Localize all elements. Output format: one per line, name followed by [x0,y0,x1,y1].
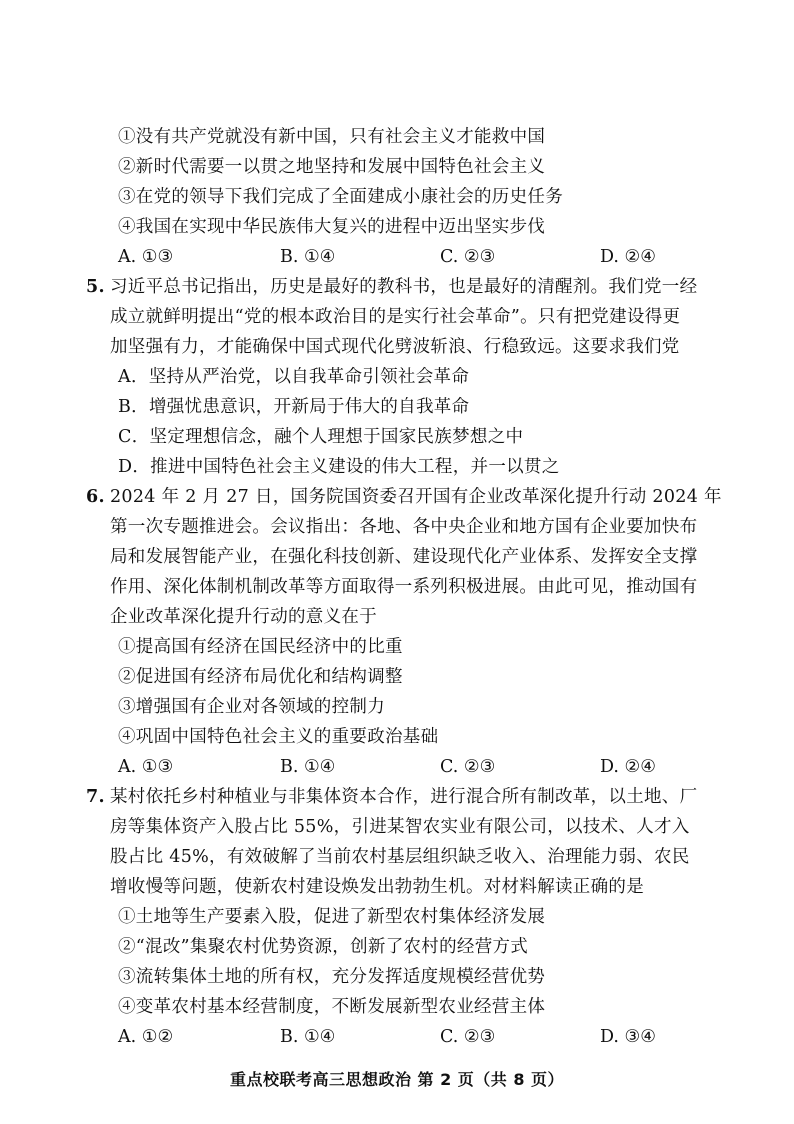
q5-option-a: A．坚持从严治党，以自我革命引领社会革命 [118,367,470,387]
q5-stem-line-2: 成立就鲜明提出“党的根本政治目的是实行社会革命”。只有把党建设得更 [110,307,681,327]
q6-option-d: D. ②④ [600,757,656,777]
q5-option-b: B．增强忧患意识，开新局于伟大的自我革命 [118,397,470,417]
q7-option-b: B. ①④ [280,1027,336,1047]
q7-option-a: A. ①② [118,1027,174,1047]
q6-statement-4: ④巩固中国特色社会主义的重要政治基础 [118,727,439,747]
q4-statement-4: ④我国在实现中华民族伟大复兴的进程中迈出坚实步伐 [118,217,546,237]
q7-option-d: D. ③④ [600,1027,656,1047]
q4-statement-3: ③在党的领导下我们完成了全面建成小康社会的历史任务 [118,187,563,207]
q6-stem-line-5: 企业改革深化提升行动的意义在于 [110,607,377,627]
q6-option-a: A. ①③ [118,757,174,777]
q6-stem-line-2: 第一次专题推进会。会议指出：各地、各中央企业和地方国有企业要加快布 [110,517,698,537]
q6-option-c: C. ②③ [440,757,496,777]
q4-option-c: C. ②③ [440,247,496,267]
q6-options [118,756,678,778]
q7-statement-1: ①土地等生产要素入股，促进了新型农村集体经济发展 [118,907,546,927]
q6-stem-line-1: 2024 年 2 月 27 日，国务院国资委召开国有企业改革深化提升行动 2024 年 [110,487,722,507]
q7-stem-line-1: 某村依托乡村种植业与非集体资本合作，进行混合所有制改革，以土地、厂 [110,787,698,807]
q6-statement-2: ②促进国有经济布局优化和结构调整 [118,667,403,687]
q5-option-c: C．坚定理想信念，融个人理想于国家民族梦想之中 [118,427,524,447]
q7-stem-line-3: 股占比 45%，有效破解了当前农村基层组织缺乏收入、治理能力弱、农民 [110,847,690,867]
q6-statement-3: ③增强国有企业对各领域的控制力 [118,697,385,717]
q4-option-a: A. ①③ [118,247,174,267]
q7-stem-line-4: 增收慢等问题，使新农村建设焕发出勃勃生机。对材料解读正确的是 [110,877,644,897]
q4-option-d: D. ②④ [600,247,656,267]
q7-statement-4: ④变革农村基本经营制度，不断发展新型农业经营主体 [118,997,546,1017]
q7-number: 7. [86,787,105,807]
q7-stem-line-2: 房等集体资产入股占比 55%，引进某智农实业有限公司，以技术、人才入 [110,817,690,837]
q7-options [118,1026,678,1048]
q4-options [118,246,678,268]
q5-stem-line-1: 习近平总书记指出，历史是最好的教科书，也是最好的清醒剂。我们党一经 [110,277,698,297]
page-footer: 重点校联考高三思想政治 第 2 页（共 8 页） [229,1070,565,1089]
q6-statement-1: ①提高国有经济在国民经济中的比重 [118,637,403,657]
q6-option-b: B. ①④ [280,757,336,777]
q7-option-c: C. ②③ [440,1027,496,1047]
q6-number: 6. [86,487,105,507]
q5-option-d: D．推进中国特色社会主义建设的伟大工程，并一以贯之 [118,457,560,477]
q4-option-b: B. ①④ [280,247,336,267]
q4-statement-1: ①没有共产党就没有新中国，只有社会主义才能救中国 [118,127,546,147]
q4-statement-2: ②新时代需要一以贯之地坚持和发展中国特色社会主义 [118,157,546,177]
q5-number: 5. [86,277,105,297]
q7-statement-2: ②“混改”集聚农村优势资源，创新了农村的经营方式 [118,937,529,957]
q6-stem-line-3: 局和发展智能产业，在强化科技创新、建设现代化产业体系、发挥安全支撑 [110,547,698,567]
q6-stem-line-4: 作用、深化体制机制改革等方面取得一系列积极进展。由此可见，推动国有 [110,577,698,597]
q5-stem-line-3: 加坚强有力，才能确保中国式现代化劈波斩浪、行稳致远。这要求我们党 [110,337,680,357]
q7-statement-3: ③流转集体土地的所有权，充分发挥适度规模经营优势 [118,967,546,987]
